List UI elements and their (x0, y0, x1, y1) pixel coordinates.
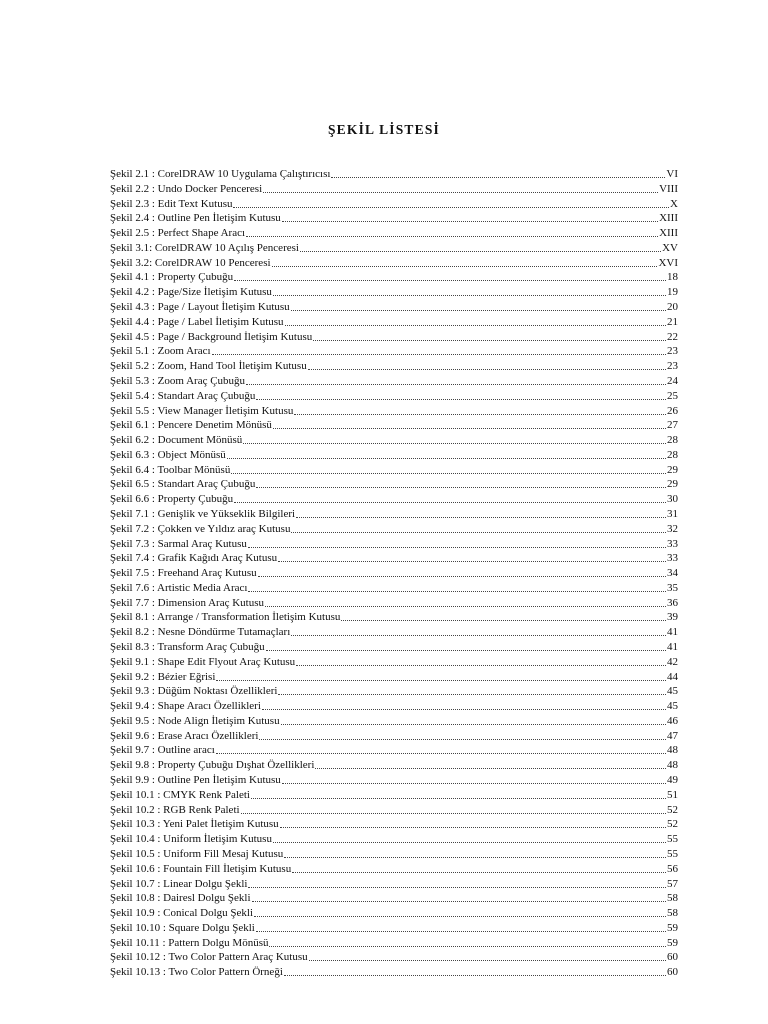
dot-leader (227, 448, 666, 459)
entry-page-number: 27 (667, 419, 678, 432)
entry-page-number: 56 (667, 862, 678, 875)
dot-leader (284, 965, 666, 976)
entry-page-number: 39 (667, 611, 678, 624)
entry-label: Şekil 10.1 : CMYK Renk Paleti (110, 788, 250, 801)
entry-page-number: X (670, 197, 678, 210)
entry-label: Şekil 7.1 : Genişlik ve Yükseklik Bilgileri (110, 507, 296, 520)
list-item[interactable] (110, 404, 678, 419)
entry-label: Şekil 9.9 : Outline Pen İletişim Kutusu (110, 774, 281, 787)
list-item[interactable] (110, 877, 678, 892)
entry-label: Şekil 7.3 : Sarmal Araç Kutusu (110, 537, 247, 550)
dot-leader (263, 182, 658, 193)
list-item[interactable] (110, 640, 678, 655)
dot-leader (241, 803, 666, 814)
entry-page-number: 25 (667, 389, 678, 402)
list-item[interactable] (110, 684, 678, 699)
list-item[interactable] (110, 241, 678, 256)
dot-leader (273, 418, 666, 429)
entry-label: Şekil 6.3 : Object Mönüsü (110, 448, 226, 461)
figure-list (110, 167, 678, 980)
entry-label: Şekil 10.2 : RGB Renk Paleti (110, 803, 240, 816)
entry-page-number: 55 (667, 833, 678, 846)
dot-leader (248, 581, 666, 592)
entry-page-number: 59 (667, 936, 678, 949)
entry-label: Şekil 7.6 : Artistic Media Aracı (110, 581, 248, 594)
entry-page-number: 52 (667, 803, 678, 816)
entry-label: Şekil 9.6 : Erase Aracı Özellikleri (110, 729, 259, 742)
dot-leader (251, 788, 666, 799)
entry-label: Şekil 7.4 : Grafik Kağıdı Araç Kutusu (110, 552, 278, 565)
entry-label: Şekil 3.2: CorelDRAW 10 Penceresi (110, 256, 271, 269)
entry-page-number: XV (662, 241, 678, 254)
dot-leader (309, 950, 666, 961)
list-item[interactable] (110, 625, 678, 640)
list-item[interactable] (110, 788, 678, 803)
entry-label: Şekil 10.11 : Pattern Dolgu Mönüsü (110, 936, 269, 949)
list-item[interactable] (110, 832, 678, 847)
entry-page-number: 45 (667, 700, 678, 713)
entry-label: Şekil 4.1 : Property Çubuğu (110, 271, 234, 284)
entry-label: Şekil 10.3 : Yeni Palet İletişim Kutusu (110, 818, 279, 831)
list-item[interactable] (110, 610, 678, 625)
list-item[interactable] (110, 817, 678, 832)
entry-page-number: 32 (667, 522, 678, 535)
list-item[interactable] (110, 729, 678, 744)
entry-page-number: 44 (667, 670, 678, 683)
entry-label: Şekil 7.2 : Çokken ve Yıldız araç Kutusu (110, 522, 291, 535)
entry-label: Şekil 10.7 : Linear Dolgu Şekli (110, 877, 248, 890)
entry-label: Şekil 6.6 : Property Çubuğu (110, 493, 234, 506)
dot-leader (231, 463, 666, 474)
list-item[interactable] (110, 330, 678, 345)
list-item[interactable] (110, 463, 678, 478)
list-item[interactable] (110, 862, 678, 877)
entry-label: Şekil 2.5 : Perfect Shape Aracı (110, 227, 246, 240)
list-item[interactable] (110, 847, 678, 862)
entry-page-number: 60 (667, 966, 678, 979)
list-item[interactable] (110, 743, 678, 758)
entry-page-number: 26 (667, 404, 678, 417)
dot-leader (281, 714, 666, 725)
dot-leader (341, 610, 666, 621)
dot-leader (282, 773, 666, 784)
entry-label: Şekil 6.4 : Toolbar Mönüsü (110, 463, 231, 476)
list-item[interactable] (110, 374, 678, 389)
entry-label: Şekil 10.5 : Uniform Fill Mesaj Kutusu (110, 847, 284, 860)
dot-leader (256, 921, 666, 932)
list-item[interactable] (110, 448, 678, 463)
list-item[interactable] (110, 433, 678, 448)
list-item[interactable] (110, 315, 678, 330)
entry-label: Şekil 7.5 : Freehand Araç Kutusu (110, 567, 257, 580)
entry-page-number: 24 (667, 374, 678, 387)
list-item[interactable] (110, 167, 678, 182)
dot-leader (282, 211, 658, 222)
dot-leader (216, 670, 666, 681)
dot-leader (291, 625, 666, 636)
entry-label: Şekil 9.5 : Node Align İletişim Kutusu (110, 714, 280, 727)
entry-page-number: XIII (659, 227, 678, 240)
entry-label: Şekil 9.4 : Shape Aracı Özellikleri (110, 700, 261, 713)
entry-label: Şekil 10.12 : Two Color Pattern Araç Kutusu (110, 951, 308, 964)
list-item[interactable] (110, 891, 678, 906)
entry-page-number: 29 (667, 463, 678, 476)
list-item[interactable] (110, 197, 678, 212)
list-item[interactable] (110, 566, 678, 581)
entry-label: Şekil 6.2 : Document Mönüsü (110, 434, 243, 447)
list-item[interactable] (110, 655, 678, 670)
entry-page-number: 41 (667, 626, 678, 639)
entry-page-number: 30 (667, 493, 678, 506)
list-item[interactable] (110, 285, 678, 300)
entry-label: Şekil 5.5 : View Manager İletişim Kutusu (110, 404, 294, 417)
entry-label: Şekil 2.3 : Edit Text Kutusu (110, 197, 233, 210)
dot-leader (291, 522, 666, 533)
entry-label: Şekil 9.1 : Shape Edit Flyout Araç Kutusu (110, 655, 296, 668)
dot-leader (248, 877, 666, 888)
entry-page-number: 52 (667, 818, 678, 831)
entry-page-number: 55 (667, 847, 678, 860)
list-item[interactable] (110, 950, 678, 965)
dot-leader (243, 433, 666, 444)
dot-leader (234, 492, 666, 503)
entry-page-number: 28 (667, 434, 678, 447)
entry-page-number: 33 (667, 537, 678, 550)
list-item[interactable] (110, 300, 678, 315)
entry-page-number: 29 (667, 478, 678, 491)
entry-page-number: 23 (667, 345, 678, 358)
entry-page-number: 21 (667, 315, 678, 328)
list-item[interactable] (110, 773, 678, 788)
dot-leader (273, 832, 666, 843)
dot-leader (216, 743, 666, 754)
page-title: ŞEKİL LİSTESİ (327, 122, 441, 137)
entry-page-number: 23 (667, 360, 678, 373)
list-item[interactable] (110, 418, 678, 433)
dot-leader (256, 389, 666, 400)
entry-label: Şekil 4.4 : Page / Label İletişim Kutusu (110, 315, 284, 328)
dot-leader (292, 862, 666, 873)
entry-label: Şekil 10.8 : Dairesl Dolgu Şekli (110, 892, 251, 905)
list-item[interactable] (110, 226, 678, 241)
entry-page-number: 51 (667, 788, 678, 801)
dot-leader (234, 270, 666, 281)
entry-label: Şekil 10.13 : Two Color Pattern Örneği (110, 966, 283, 979)
entry-page-number: VI (666, 168, 678, 180)
dot-leader (331, 167, 665, 178)
entry-page-number: 45 (667, 685, 678, 698)
list-item[interactable] (110, 581, 678, 596)
list-item[interactable] (110, 906, 678, 921)
entry-page-number: VIII (659, 182, 678, 195)
list-item[interactable] (110, 211, 678, 226)
entry-label: Şekil 5.1 : Zoom Aracı (110, 345, 211, 358)
list-item[interactable] (110, 256, 678, 271)
dot-leader (296, 507, 666, 518)
dot-leader (265, 596, 666, 607)
list-item[interactable] (110, 551, 678, 566)
entry-label: Şekil 4.2 : Page/Size İletişim Kutusu (110, 286, 272, 299)
entry-label: Şekil 2.4 : Outline Pen İletişim Kutusu (110, 212, 281, 225)
entry-label: Şekil 3.1: CorelDRAW 10 Açılış Penceresi (110, 241, 299, 254)
dot-leader (259, 729, 666, 740)
entry-label: Şekil 10.4 : Uniform İletişim Kutusu (110, 833, 272, 846)
list-item[interactable] (110, 921, 678, 936)
entry-page-number: 28 (667, 448, 678, 461)
entry-label: Şekil 5.2 : Zoom, Hand Tool İletişim Kutusu (110, 360, 307, 373)
dot-leader (248, 537, 666, 548)
entry-page-number: 36 (667, 596, 678, 609)
dot-leader (252, 891, 666, 902)
entry-page-number: 57 (667, 877, 678, 890)
list-item[interactable] (110, 965, 678, 980)
entry-label: Şekil 4.3 : Page / Layout İletişim Kutusu (110, 301, 290, 314)
dot-leader (284, 847, 666, 858)
entry-page-number: 46 (667, 714, 678, 727)
dot-leader (278, 684, 666, 695)
entry-page-number: 58 (667, 892, 678, 905)
entry-page-number: XVI (658, 256, 678, 269)
list-item[interactable] (110, 359, 678, 374)
entry-page-number: 34 (667, 567, 678, 580)
entry-label: Şekil 5.4 : Standart Araç Çubuğu (110, 389, 256, 402)
entry-page-number: 18 (667, 271, 678, 284)
dot-leader (256, 477, 666, 488)
dot-leader (291, 300, 666, 311)
entry-page-number: 60 (667, 951, 678, 964)
entry-label: Şekil 8.2 : Nesne Döndürme Tutamaçları (110, 626, 291, 639)
entry-label: Şekil 4.5 : Page / Background İletişim Kutusu (110, 330, 313, 343)
dot-leader (246, 374, 666, 385)
dot-leader (280, 817, 666, 828)
entry-label: Şekil 9.2 : Bézier Eğrisi (110, 670, 216, 683)
entry-page-number: 48 (667, 759, 678, 772)
list-item[interactable] (110, 492, 678, 507)
entry-label: Şekil 10.6 : Fountain Fill İletişim Kutusu (110, 862, 292, 875)
list-item[interactable] (110, 270, 678, 285)
entry-label: Şekil 2.2 : Undo Docker Penceresi (110, 182, 263, 195)
entry-page-number: 48 (667, 744, 678, 757)
dot-leader (269, 936, 666, 947)
entry-page-number: 33 (667, 552, 678, 565)
dot-leader (285, 315, 666, 326)
dot-leader (254, 906, 666, 917)
dot-leader (262, 699, 666, 710)
entry-page-number: 49 (667, 774, 678, 787)
dot-leader (315, 758, 666, 769)
dot-leader (258, 566, 666, 577)
entry-label: Şekil 2.1 : CorelDRAW 10 Uygulama Çalıştırıcısı (110, 168, 331, 180)
dot-leader (313, 330, 666, 341)
entry-label: Şekil 9.7 : Outline aracı (110, 744, 215, 757)
dot-leader (266, 640, 666, 651)
entry-page-number: 42 (667, 655, 678, 668)
list-item[interactable] (110, 537, 678, 552)
list-item[interactable] (110, 182, 678, 197)
list-item[interactable] (110, 507, 678, 522)
dot-leader (246, 226, 658, 237)
entry-page-number: 41 (667, 641, 678, 653)
dot-leader (300, 241, 661, 252)
list-item[interactable] (110, 714, 678, 729)
list-item[interactable] (110, 522, 678, 537)
entry-label: Şekil 7.7 : Dimension Araç Kutusu (110, 596, 264, 609)
entry-page-number: 19 (667, 286, 678, 299)
entry-page-number: 47 (667, 729, 678, 742)
entry-page-number: 58 (667, 907, 678, 920)
entry-page-number: 22 (667, 330, 678, 343)
entry-label: Şekil 6.1 : Pencere Denetim Mönüsü (110, 419, 272, 432)
dot-leader (272, 256, 658, 267)
entry-page-number: 31 (667, 507, 678, 520)
list-item[interactable] (110, 670, 678, 685)
entry-label: Şekil 6.5 : Standart Araç Çubuğu (110, 478, 256, 491)
entry-label: Şekil 8.1 : Arrange / Transformation İletişim Kutusu (110, 611, 341, 624)
list-item[interactable] (110, 803, 678, 818)
list-item[interactable] (110, 758, 678, 773)
list-item[interactable] (110, 596, 678, 611)
list-item[interactable] (110, 936, 678, 951)
dot-leader (273, 285, 666, 296)
entry-page-number: 59 (667, 921, 678, 934)
entry-label: Şekil 9.8 : Property Çubuğu Dışhat Özellikleri (110, 759, 315, 772)
entry-page-number: 20 (667, 301, 678, 314)
entry-label: Şekil 8.3 : Transform Araç Çubuğu (110, 641, 265, 653)
list-item[interactable] (110, 389, 678, 404)
dot-leader (308, 359, 666, 370)
entry-label: Şekil 9.3 : Düğüm Noktası Özellikleri (110, 685, 278, 698)
dot-leader (294, 404, 666, 415)
entry-label: Şekil 10.10 : Square Dolgu Şekli (110, 921, 255, 934)
dot-leader (212, 344, 666, 355)
list-item[interactable] (110, 699, 678, 714)
entry-label: Şekil 10.9 : Conical Dolgu Şekli (110, 907, 253, 920)
entry-label: Şekil 5.3 : Zoom Araç Çubuğu (110, 374, 246, 387)
dot-leader (233, 197, 669, 208)
list-item[interactable] (110, 477, 678, 492)
entry-page-number: XIII (659, 212, 678, 225)
dot-leader (278, 551, 666, 562)
entry-page-number: 35 (667, 581, 678, 594)
list-item[interactable] (110, 344, 678, 359)
dot-leader (296, 655, 666, 666)
